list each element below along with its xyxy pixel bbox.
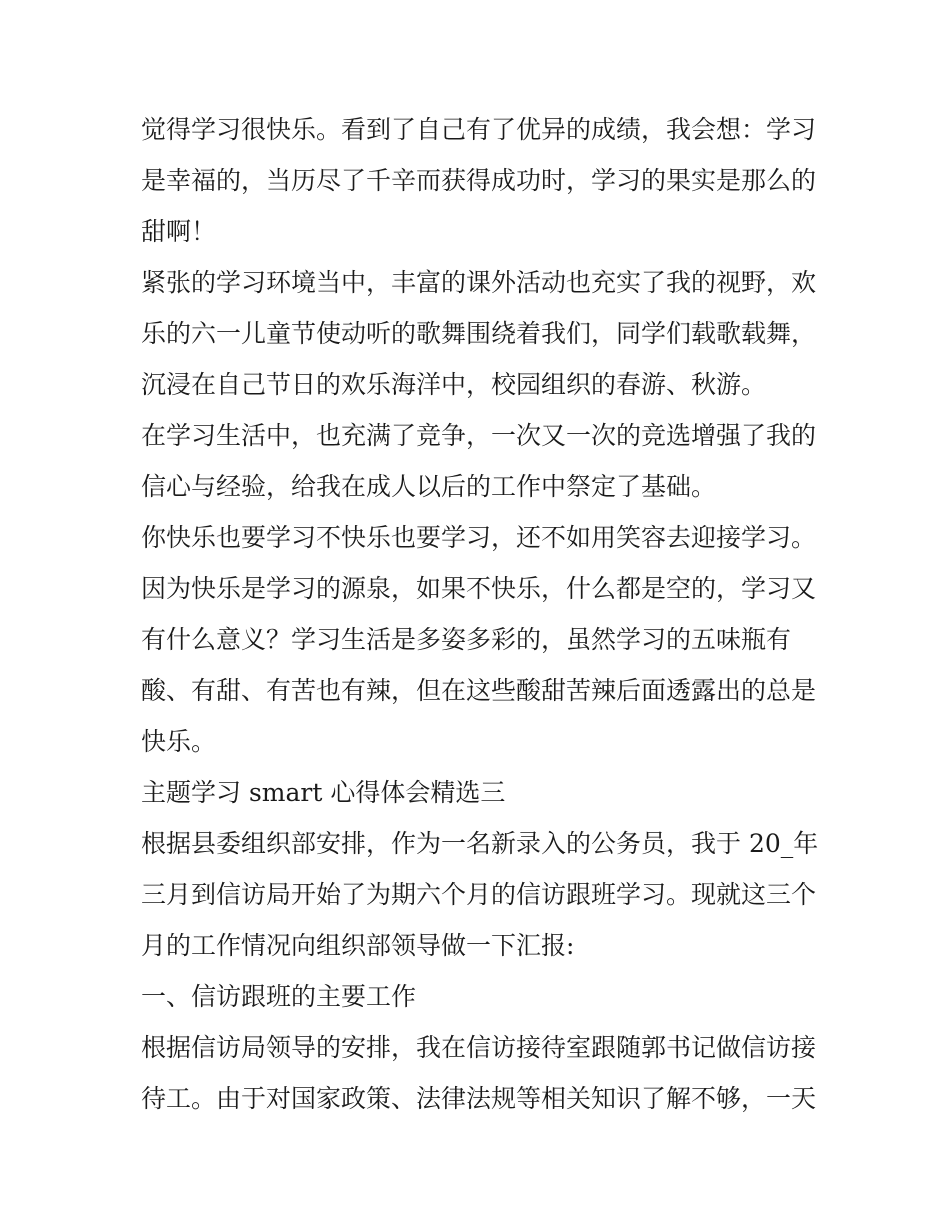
text-line: 是幸福的，当历尽了千辛而获得成功时，学习的果实是那么的 [141,166,817,195]
subsection-heading: 一、信访跟班的主要工作 [141,982,417,1011]
text-line: 甜啊！ [141,217,217,246]
text-line: 沉浸在自己节日的欢乐海洋中，校园组织的春游、秋游。 [141,370,767,399]
text-line: 根据县委组织部安排，作为一名新录入的公务员，我于 20_年 [141,829,819,858]
text-line: 你快乐也要学习不快乐也要学习，还不如用笑容去迎接学习。 [141,523,817,552]
text-line: 快乐。 [141,727,217,756]
text-line: 根据信访局领导的安排，我在信访接待室跟随郭书记做信访接 [141,1033,817,1062]
text-line: 紧张的学习环境当中，丰富的课外活动也充实了我的视野，欢 [141,268,817,297]
text-line: 因为快乐是学习的源泉，如果不快乐，什么都是空的，学习又 [141,574,817,603]
text-line: 待工。由于对国家政策、法律法规等相关知识了解不够，一天 [141,1084,817,1113]
text-line: 有什么意义？学习生活是多姿多彩的，虽然学习的五味瓶有 [141,625,792,654]
text-line: 月的工作情况向组织部领导做一下汇报: [141,931,575,960]
document-body [141,104,817,1124]
text-line: 觉得学习很快乐。看到了自己有了优异的成绩，我会想：学习 [141,115,817,144]
text-line: 三月到信访局开始了为期六个月的信访跟班学习。现就这三个 [141,880,817,909]
text-line: 乐的六一儿童节使动听的歌舞围绕着我们，同学们载歌载舞， [141,319,817,348]
text-line: 酸、有甜、有苦也有辣，但在这些酸甜苦辣后面透露出的总是 [141,676,817,705]
text-line: 信心与经验，给我在成人以后的工作中祭定了基础。 [141,472,717,501]
text-line: 在学习生活中，也充满了竞争，一次又一次的竞选增强了我的 [141,421,817,450]
section-heading: 主题学习 smart 心得体会精选三 [141,778,506,807]
